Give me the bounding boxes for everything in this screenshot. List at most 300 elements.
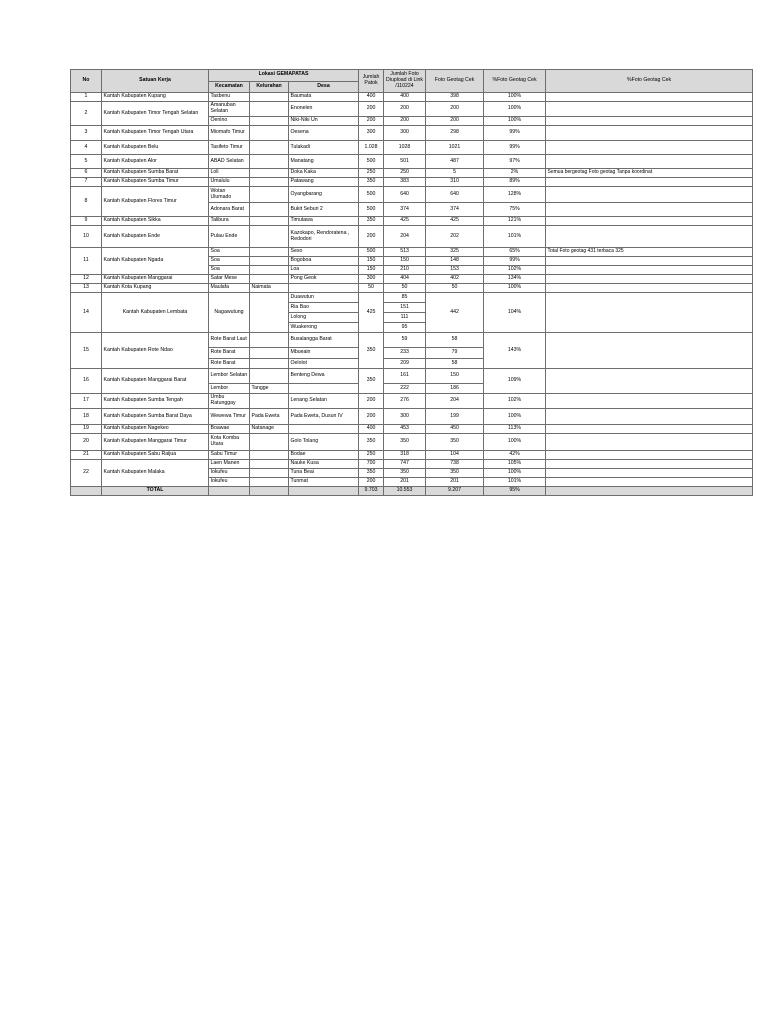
cell-note: [546, 155, 753, 169]
cell-percent: 99%: [484, 126, 546, 141]
cell-note: [546, 434, 753, 451]
cell-percent: 121%: [484, 217, 546, 226]
cell-patok: 250: [359, 169, 384, 178]
cell-percent: 100%: [484, 284, 546, 293]
cell-desa: Benteng Dewa: [289, 369, 359, 384]
cell-patok: 700: [359, 460, 384, 469]
table-row: [71, 333, 753, 348]
cell-kecamatan: Talibura: [209, 217, 250, 226]
cell-geotag: 487: [426, 155, 484, 169]
cell-percent: 101%: [484, 226, 546, 248]
cell-satuan-kerja: Kantah Kabupaten Timor Tengah Selatan: [102, 102, 209, 126]
cell-percent: 143%: [484, 333, 546, 369]
cell-foto: 59: [384, 333, 426, 348]
cell-total-blank: [250, 487, 289, 496]
cell-desa: Lenang Selatan: [289, 394, 359, 409]
cell-geotag: 200: [426, 102, 484, 117]
cell-total-patok: 9.703: [359, 487, 384, 496]
cell-no: 11: [71, 248, 102, 275]
cell-total-label: TOTAL: [102, 487, 209, 496]
cell-note: [546, 93, 753, 102]
cell-geotag: 201: [426, 478, 484, 487]
cell-geotag: 738: [426, 460, 484, 469]
cell-desa: Manatang: [289, 155, 359, 169]
cell-patok: 300: [359, 275, 384, 284]
cell-desa: [289, 384, 359, 394]
cell-kelurahan: [250, 187, 289, 203]
cell-no: 1: [71, 93, 102, 102]
cell-note: [546, 469, 753, 478]
cell-desa: Tulakadi: [289, 141, 359, 155]
cell-note: [546, 257, 753, 266]
cell-desa: Lolong: [289, 313, 359, 323]
cell-kecamatan: Umalulu: [209, 178, 250, 187]
cell-no: 13: [71, 284, 102, 293]
cell-desa: [289, 284, 359, 293]
cell-kecamatan: Wewewa Timur: [209, 409, 250, 425]
cell-kecamatan: Tasbenu: [209, 93, 250, 102]
cell-note: [546, 217, 753, 226]
header-jumlah-patok: Jumlah Patok: [359, 70, 384, 93]
cell-satuan-kerja: Kantah Kabupaten Sabu Raijua: [102, 451, 209, 460]
cell-geotag: 150: [426, 369, 484, 384]
cell-satuan-kerja: Kantah Kabupaten Kupang: [102, 93, 209, 102]
table-row: [71, 293, 753, 303]
cell-foto: 233: [384, 348, 426, 359]
cell-geotag: 350: [426, 434, 484, 451]
cell-foto: 201: [384, 478, 426, 487]
cell-foto: 374: [384, 203, 426, 217]
cell-patok: 350: [359, 434, 384, 451]
cell-no: 6: [71, 169, 102, 178]
cell-patok: 200: [359, 117, 384, 126]
cell-percent: 105%: [484, 460, 546, 469]
cell-kecamatan: Adonara Barat: [209, 203, 250, 217]
cell-geotag: 153: [426, 266, 484, 275]
cell-note: Semua bergeotag Foto geotag Tanpa koordinat: [546, 169, 753, 178]
cell-no: 18: [71, 409, 102, 425]
cell-kelurahan: [250, 178, 289, 187]
cell-no: 19: [71, 425, 102, 434]
cell-no: 4: [71, 141, 102, 155]
cell-kecamatan: Rote Barat: [209, 359, 250, 369]
cell-total-foto: 10.553: [384, 487, 426, 496]
cell-kelurahan: [250, 266, 289, 275]
header-lokasi: Lokasi GEMAPATAS: [209, 70, 359, 82]
cell-patok: 300: [359, 126, 384, 141]
cell-kecamatan: Wotan Ulumado: [209, 187, 250, 203]
cell-kecamatan: Umbu Ratunggay: [209, 394, 250, 409]
cell-desa: Oelolot: [289, 359, 359, 369]
cell-geotag: 5: [426, 169, 484, 178]
cell-percent: 100%: [484, 469, 546, 478]
cell-kelurahan: [250, 451, 289, 460]
cell-kecamatan: Rote Barat Laut: [209, 333, 250, 348]
cell-geotag: 402: [426, 275, 484, 284]
cell-no: 10: [71, 226, 102, 248]
cell-foto: 453: [384, 425, 426, 434]
cell-no: 15: [71, 333, 102, 369]
cell-foto: 222: [384, 384, 426, 394]
cell-no: 22: [71, 460, 102, 487]
cell-foto: 300: [384, 409, 426, 425]
cell-note: [546, 178, 753, 187]
cell-desa: Tuna Beai: [289, 469, 359, 478]
cell-kelurahan: [250, 217, 289, 226]
cell-no: 21: [71, 451, 102, 460]
cell-satuan-kerja: Kantah Kota Kupang: [102, 284, 209, 293]
cell-patok: 200: [359, 102, 384, 117]
cell-foto: 747: [384, 460, 426, 469]
cell-desa: Patawang: [289, 178, 359, 187]
cell-kelurahan: [250, 434, 289, 451]
cell-kelurahan: [250, 275, 289, 284]
cell-percent: 99%: [484, 257, 546, 266]
cell-foto: 200: [384, 102, 426, 117]
table-row: [71, 178, 753, 187]
cell-kelurahan: [250, 359, 289, 369]
cell-note: [546, 293, 753, 333]
cell-no: 2: [71, 102, 102, 126]
cell-desa: Loa: [289, 266, 359, 275]
cell-desa: Tunmat: [289, 478, 359, 487]
table-row: [71, 187, 753, 203]
cell-desa: Bodae: [289, 451, 359, 460]
cell-no: 17: [71, 394, 102, 409]
table-row: [71, 155, 753, 169]
cell-geotag: 50: [426, 284, 484, 293]
header-jumlah-foto: Jumlah Foto Diupload di Link /110224: [384, 70, 426, 93]
cell-kecamatan: Lembor: [209, 384, 250, 394]
cell-kecamatan: Lembor Selatan: [209, 369, 250, 384]
cell-desa: Enonelen: [289, 102, 359, 117]
cell-kelurahan: [250, 348, 289, 359]
cell-note: [546, 460, 753, 469]
cell-patok: 350: [359, 178, 384, 187]
cell-no: 20: [71, 434, 102, 451]
cell-geotag: 204: [426, 394, 484, 409]
cell-geotag: 200: [426, 117, 484, 126]
cell-kelurahan: [250, 460, 289, 469]
cell-desa: Oesena: [289, 126, 359, 141]
cell-kecamatan: Pulau Ende: [209, 226, 250, 248]
cell-patok: 425: [359, 293, 384, 333]
spreadsheet-page: [70, 69, 752, 496]
cell-foto: 350: [384, 469, 426, 478]
cell-kecamatan: Iokufeu: [209, 469, 250, 478]
cell-desa: [289, 425, 359, 434]
cell-kelurahan: [250, 226, 289, 248]
cell-satuan-kerja: Kantah Kabupaten Flores Timur: [102, 187, 209, 217]
cell-kelurahan: [250, 93, 289, 102]
cell-kecamatan: Oenino: [209, 117, 250, 126]
cell-foto: 250: [384, 169, 426, 178]
header-no: No: [71, 70, 102, 93]
cell-foto: 151: [384, 303, 426, 313]
header-desa: Desa: [289, 81, 359, 93]
table-row: [71, 126, 753, 141]
cell-satuan-kerja: Kantah Kabupaten Nagekeo: [102, 425, 209, 434]
total-row: [71, 487, 753, 496]
table-row: [71, 275, 753, 284]
header-kecamatan: Kecamatan: [209, 81, 250, 93]
cell-desa: Doka Kaka: [289, 169, 359, 178]
cell-patok: 400: [359, 425, 384, 434]
cell-geotag: 58: [426, 359, 484, 369]
cell-foto: 300: [384, 126, 426, 141]
cell-geotag: 350: [426, 469, 484, 478]
cell-kelurahan: [250, 469, 289, 478]
cell-satuan-kerja: Kantah Kabupaten Manggarai: [102, 275, 209, 284]
cell-patok: 500: [359, 248, 384, 257]
cell-kecamatan: ABAD Selatan: [209, 155, 250, 169]
cell-foto: 404: [384, 275, 426, 284]
cell-kelurahan: [250, 117, 289, 126]
cell-no: 9: [71, 217, 102, 226]
cell-desa: Nauke Kusa: [289, 460, 359, 469]
cell-kelurahan: [250, 257, 289, 266]
cell-geotag: 398: [426, 93, 484, 102]
table-row: [71, 284, 753, 293]
cell-kelurahan: [250, 102, 289, 117]
cell-desa: Niki-Niki Un: [289, 117, 359, 126]
header-persen-foto-geotag-cek: %Foto Geotag Cek: [484, 70, 546, 93]
cell-no: 16: [71, 369, 102, 394]
cell-percent: 134%: [484, 275, 546, 284]
cell-patok: 350: [359, 333, 384, 369]
cell-foto: 1028: [384, 141, 426, 155]
cell-foto: 204: [384, 226, 426, 248]
cell-patok: 50: [359, 284, 384, 293]
cell-percent: 102%: [484, 266, 546, 275]
cell-geotag: 442: [426, 293, 484, 333]
cell-kelurahan: [250, 248, 289, 257]
cell-geotag: 148: [426, 257, 484, 266]
cell-satuan-kerja: Kantah Kabupaten Sumba Timur: [102, 178, 209, 187]
cell-percent: 100%: [484, 409, 546, 425]
cell-patok: 200: [359, 394, 384, 409]
cell-desa: Duawutun: [289, 293, 359, 303]
cell-geotag: 58: [426, 333, 484, 348]
table-row: [71, 102, 753, 117]
cell-kelurahan: Naimata: [250, 284, 289, 293]
cell-satuan-kerja: Kantah Kabupaten Lembata: [102, 293, 209, 333]
header-satuan-kerja: Satuan Kerja: [102, 70, 209, 93]
cell-no: 7: [71, 178, 102, 187]
cell-foto: 400: [384, 93, 426, 102]
cell-kecamatan: Kota Komba Utara: [209, 434, 250, 451]
table-row: [71, 434, 753, 451]
cell-satuan-kerja: Kantah Kabupaten Rote Ndao: [102, 333, 209, 369]
cell-geotag: 298: [426, 126, 484, 141]
table-row: [71, 425, 753, 434]
table-row: [71, 248, 753, 257]
table-row: [71, 409, 753, 425]
cell-satuan-kerja: Kantah Kabupaten Sikka: [102, 217, 209, 226]
cell-geotag: 450: [426, 425, 484, 434]
table-row: [71, 226, 753, 248]
cell-satuan-kerja: Kantah Kabupaten Malaka: [102, 460, 209, 487]
table-row: [71, 217, 753, 226]
cell-no: 14: [71, 293, 102, 333]
cell-geotag: 425: [426, 217, 484, 226]
cell-total-geotag: 9.207: [426, 487, 484, 496]
cell-desa: Pong Geok: [289, 275, 359, 284]
cell-kecamatan: Soa: [209, 248, 250, 257]
cell-patok: 1.028: [359, 141, 384, 155]
cell-kecamatan: Soa: [209, 257, 250, 266]
cell-percent: 113%: [484, 425, 546, 434]
cell-percent: 100%: [484, 434, 546, 451]
cell-percent: 109%: [484, 369, 546, 394]
cell-note: [546, 187, 753, 203]
cell-note: [546, 333, 753, 369]
cell-note: [546, 266, 753, 275]
cell-desa: Pada Eweta, Dusun IV: [289, 409, 359, 425]
cell-foto: 150: [384, 257, 426, 266]
cell-kecamatan: Sabu Timur: [209, 451, 250, 460]
cell-foto: 111: [384, 313, 426, 323]
cell-foto: 425: [384, 217, 426, 226]
cell-note: [546, 478, 753, 487]
cell-kelurahan: [250, 126, 289, 141]
cell-foto: 200: [384, 117, 426, 126]
cell-patok: 200: [359, 226, 384, 248]
cell-note: [546, 284, 753, 293]
cell-geotag: 640: [426, 187, 484, 203]
cell-kecamatan: Maulafa: [209, 284, 250, 293]
cell-kelurahan: [250, 203, 289, 217]
cell-kelurahan: [250, 293, 289, 333]
cell-geotag: 374: [426, 203, 484, 217]
cell-no: 8: [71, 187, 102, 217]
cell-kelurahan: [250, 369, 289, 384]
cell-percent: 100%: [484, 102, 546, 117]
cell-desa: Ria Bao: [289, 303, 359, 313]
cell-kecamatan: Soa: [209, 266, 250, 275]
cell-foto: 85: [384, 293, 426, 303]
cell-kecamatan: Tasifeto Timur: [209, 141, 250, 155]
cell-foto: 501: [384, 155, 426, 169]
cell-geotag: 186: [426, 384, 484, 394]
cell-patok: 350: [359, 217, 384, 226]
cell-percent: 102%: [484, 394, 546, 409]
cell-satuan-kerja: Kantah Kabupaten Ngada: [102, 248, 209, 275]
table-row: [71, 394, 753, 409]
cell-kelurahan: Natanage: [250, 425, 289, 434]
cell-kecamatan: Amanuban Selatan: [209, 102, 250, 117]
cell-satuan-kerja: Kantah Kabupaten Sumba Barat Daya: [102, 409, 209, 425]
cell-desa: Mbueain: [289, 348, 359, 359]
cell-foto: 50: [384, 284, 426, 293]
cell-kecamatan: Nagawutung: [209, 293, 250, 333]
cell-note: [546, 394, 753, 409]
cell-percent: 100%: [484, 93, 546, 102]
cell-kecamatan: Laen Manen: [209, 460, 250, 469]
cell-percent: 42%: [484, 451, 546, 460]
cell-total-percent: 95%: [484, 487, 546, 496]
gemapatas-table: [70, 69, 753, 496]
cell-note: [546, 126, 753, 141]
table-row: [71, 93, 753, 102]
cell-patok: 150: [359, 257, 384, 266]
cell-note: [546, 226, 753, 248]
table-body: [71, 93, 753, 496]
cell-percent: 65%: [484, 248, 546, 257]
cell-percent: 89%: [484, 178, 546, 187]
cell-foto: 161: [384, 369, 426, 384]
cell-geotag: 104: [426, 451, 484, 460]
header-kelurahan: Kelurahan: [250, 81, 289, 93]
cell-foto: 350: [384, 434, 426, 451]
table-row: [71, 169, 753, 178]
header-foto-geotag-cek: Foto Geotag Cek: [426, 70, 484, 93]
cell-satuan-kerja: Kantah Kabupaten Timor Tengah Utara: [102, 126, 209, 141]
cell-patok: 500: [359, 203, 384, 217]
cell-patok: 200: [359, 409, 384, 425]
table-row: [71, 460, 753, 469]
cell-note: [546, 369, 753, 394]
cell-percent: 75%: [484, 203, 546, 217]
cell-total-blank: [289, 487, 359, 496]
cell-desa: Timutawa: [289, 217, 359, 226]
cell-kecamatan: Miomafo Timur: [209, 126, 250, 141]
cell-note: [546, 409, 753, 425]
cell-no: 5: [71, 155, 102, 169]
cell-desa: Busalangga Barat: [289, 333, 359, 348]
table-row: [71, 141, 753, 155]
cell-kecamatan: Boawae: [209, 425, 250, 434]
cell-desa: Golo Tolang: [289, 434, 359, 451]
cell-kelurahan: [250, 478, 289, 487]
cell-satuan-kerja: Kantah Kabupaten Ende: [102, 226, 209, 248]
cell-percent: 99%: [484, 141, 546, 155]
cell-percent: 128%: [484, 187, 546, 203]
cell-geotag: 199: [426, 409, 484, 425]
table-header: [71, 70, 753, 93]
header-persen-geotag-cek: %Foto Geotag Cek: [546, 70, 753, 93]
cell-patok: 350: [359, 369, 384, 394]
cell-total-blank: [546, 487, 753, 496]
table-row: [71, 451, 753, 460]
cell-kelurahan: [250, 333, 289, 348]
cell-percent: 101%: [484, 478, 546, 487]
cell-foto: 640: [384, 187, 426, 203]
cell-patok: 150: [359, 266, 384, 275]
cell-kelurahan: Pada Eweta: [250, 409, 289, 425]
cell-kelurahan: [250, 394, 289, 409]
cell-patok: 500: [359, 155, 384, 169]
cell-satuan-kerja: Kantah Kabupaten Belu: [102, 141, 209, 155]
cell-kecamatan: Rote Barat: [209, 348, 250, 359]
cell-note: [546, 117, 753, 126]
cell-geotag: 79: [426, 348, 484, 359]
cell-satuan-kerja: Kantah Kabupaten Manggarai Timur: [102, 434, 209, 451]
cell-desa: Oyangbarang: [289, 187, 359, 203]
cell-kelurahan: [250, 155, 289, 169]
cell-note: [546, 425, 753, 434]
cell-geotag: 325: [426, 248, 484, 257]
cell-satuan-kerja: Kantah Kabupaten Manggarai Barat: [102, 369, 209, 394]
cell-desa: Bukit Seburi 2: [289, 203, 359, 217]
cell-percent: 2%: [484, 169, 546, 178]
cell-note: Total Foto geotag 431 terbaca 325: [546, 248, 753, 257]
cell-kelurahan: [250, 141, 289, 155]
cell-patok: 200: [359, 478, 384, 487]
cell-foto: 209: [384, 359, 426, 369]
cell-satuan-kerja: Kantah Kabupaten Alor: [102, 155, 209, 169]
cell-foto: 513: [384, 248, 426, 257]
